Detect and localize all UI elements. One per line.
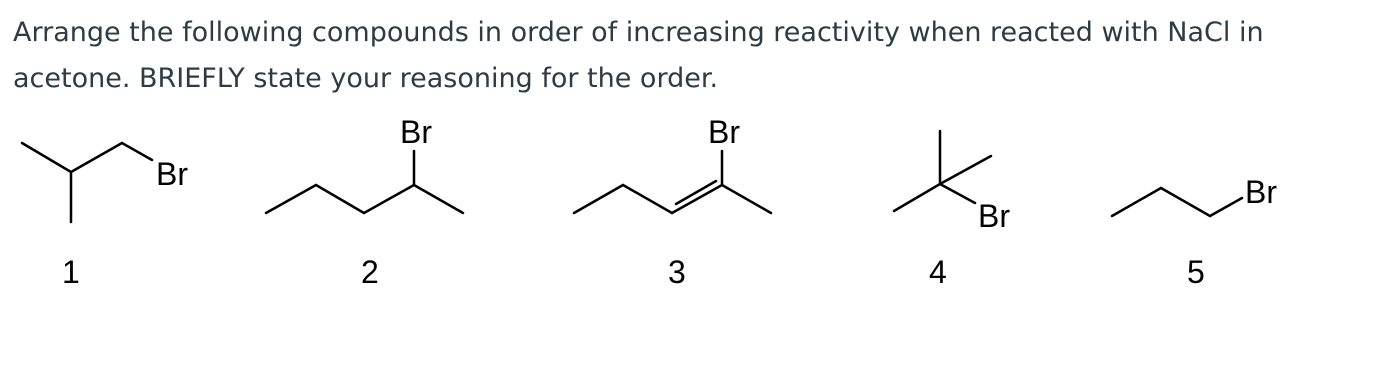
bond xyxy=(623,185,672,213)
compound-2 xyxy=(266,114,463,290)
bond xyxy=(22,143,71,172)
bond xyxy=(266,185,316,213)
bromine-label: Br xyxy=(978,198,1010,234)
bond xyxy=(1112,188,1161,216)
bond xyxy=(122,143,152,160)
bromine-label: Br xyxy=(156,156,188,192)
bond xyxy=(414,185,463,213)
compound-number: 1 xyxy=(62,254,80,290)
bond xyxy=(1210,198,1242,216)
bromine-label: Br xyxy=(708,114,740,150)
compound-number: 4 xyxy=(929,254,947,290)
bond xyxy=(574,185,623,213)
bond xyxy=(894,184,940,211)
double-bond xyxy=(672,185,722,213)
bond xyxy=(316,185,364,213)
bromine-label: Br xyxy=(1245,174,1277,210)
bond xyxy=(71,143,122,172)
bond xyxy=(940,156,991,184)
compound-3 xyxy=(574,114,771,290)
compound-number: 3 xyxy=(668,254,686,290)
compound-number: 2 xyxy=(361,254,379,290)
compound-5 xyxy=(1112,174,1277,290)
bromine-label: Br xyxy=(400,114,432,150)
question-line-1: Arrange the following compounds in order of increasing reactivity when reacted with NaCl in xyxy=(13,17,1264,48)
bond xyxy=(722,185,771,213)
compound-number: 5 xyxy=(1187,254,1205,290)
bond xyxy=(364,185,414,213)
compound-4 xyxy=(894,131,1010,290)
bond xyxy=(1161,188,1210,216)
bond xyxy=(940,184,975,203)
question-line-2: acetone. BRIEFLY state your reasoning for the order. xyxy=(13,63,719,94)
compound-1 xyxy=(22,143,188,290)
